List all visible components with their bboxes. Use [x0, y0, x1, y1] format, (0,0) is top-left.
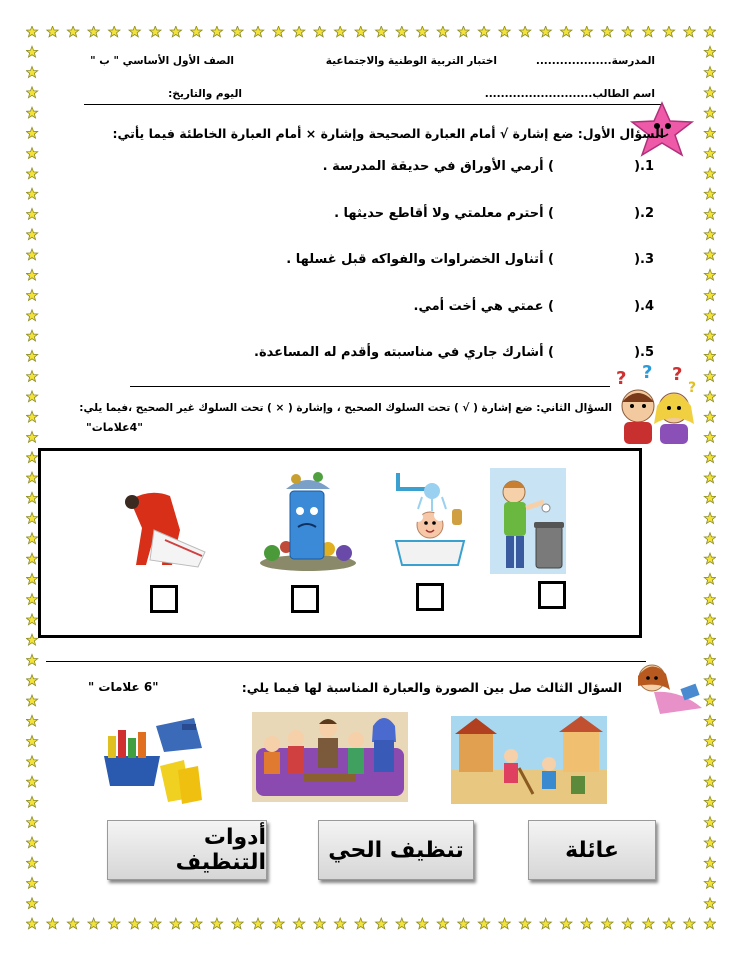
- border-star-icon: [26, 837, 37, 848]
- q1-item-text: ) أحترم معلمتي ولا أقاطع حديثها .: [334, 206, 554, 221]
- border-star-icon: [396, 918, 407, 929]
- border-star-icon: [150, 26, 161, 37]
- border-star-icon: [26, 756, 37, 767]
- border-star-icon: [293, 918, 304, 929]
- border-star-icon: [704, 472, 715, 483]
- border-star-icon: [67, 918, 78, 929]
- border-star-icon: [704, 817, 715, 828]
- border-star-icon: [704, 229, 715, 240]
- border-star-icon: [376, 26, 387, 37]
- border-star-icon: [26, 675, 37, 686]
- border-star-icon: [108, 26, 119, 37]
- border-star-icon: [540, 26, 551, 37]
- label-family[interactable]: [528, 820, 656, 880]
- border-star-icon: [499, 918, 510, 929]
- neighborhood-cleaning-image: [451, 716, 607, 804]
- border-star-icon: [643, 26, 654, 37]
- checkbox-overflowing-bin[interactable]: [291, 585, 319, 613]
- border-star-icon: [26, 431, 37, 442]
- border-star-icon: [334, 26, 345, 37]
- border-star-icon: [26, 148, 37, 159]
- border-star-icon: [129, 918, 140, 929]
- border-star-icon: [26, 918, 37, 929]
- border-star-icon: [26, 127, 37, 138]
- border-star-icon: [26, 614, 37, 625]
- border-star-icon: [26, 553, 37, 564]
- border-star-icon: [437, 918, 448, 929]
- label-family-text: عائلة: [565, 837, 619, 863]
- border-star-icon: [26, 898, 37, 909]
- border-star-icon: [704, 431, 715, 442]
- border-star-icon: [26, 249, 37, 260]
- day-date-field: اليوم والتاريخ:: [168, 88, 242, 100]
- cleaning-tools-image: [98, 712, 208, 807]
- svg-text:?: ?: [642, 362, 653, 383]
- border-star-icon: [314, 918, 325, 929]
- svg-text:?: ?: [688, 380, 697, 396]
- q1-item-text: ) أتناول الخضراوات والفواكه قبل غسلها .: [286, 252, 554, 267]
- border-star-icon: [26, 695, 37, 706]
- checkbox-picking-trash[interactable]: [150, 585, 178, 613]
- border-star-icon: [704, 411, 715, 422]
- q1-item-text: ) أشارك جاري في مناسبته وأقدم له المساعدة.: [254, 345, 554, 360]
- border-star-icon: [252, 918, 263, 929]
- border-star-icon: [26, 472, 37, 483]
- border-star-icon: [622, 26, 633, 37]
- header-divider: [84, 104, 662, 105]
- q3-marks: "6 علامات ": [88, 680, 159, 694]
- label-cleaning-tools[interactable]: [107, 820, 267, 880]
- reading-girl-icon: [630, 656, 712, 718]
- border-star-icon: [704, 290, 715, 301]
- border-star-icon: [26, 208, 37, 219]
- border-star-icon: [560, 918, 571, 929]
- border-star-icon: [643, 918, 654, 929]
- throwing-trash-boy-image: [490, 468, 566, 574]
- border-star-icon: [355, 26, 366, 37]
- border-star-icon: [663, 918, 674, 929]
- border-star-icon: [26, 188, 37, 199]
- q1-item-text: ) أرمي الأوراق في حديقة المدرسة .: [322, 159, 554, 174]
- border-star-icon: [704, 756, 715, 767]
- label-neighborhood-cleaning[interactable]: [318, 820, 474, 880]
- border-star-icon: [108, 918, 119, 929]
- border-star-icon: [704, 107, 715, 118]
- q1-item-5: [94, 345, 654, 367]
- border-star-icon: [26, 877, 37, 888]
- border-star-icon: [560, 26, 571, 37]
- exam-title: اختبار التربية الوطنية والاجتماعية: [325, 55, 497, 67]
- border-star-icon: [47, 26, 58, 37]
- border-star-icon: [704, 330, 715, 341]
- border-star-icon: [334, 918, 345, 929]
- border-star-icon: [704, 46, 715, 57]
- border-star-icon: [684, 918, 695, 929]
- confused-kids-icon: [608, 362, 704, 446]
- q2-title: السؤال الثاني: ضع إشارة ( √ ) تحت السلوك الصحيح ، وإشارة ( × ) تحت السلوك غير الصحيح ،فيما يلي:: [79, 402, 612, 414]
- border-star-icon: [273, 26, 284, 37]
- border-star-icon: [704, 67, 715, 78]
- q1-item-text: ) عمتي هي أخت أمي.: [413, 299, 554, 314]
- border-star-icon: [232, 918, 243, 929]
- border-star-icon: [704, 877, 715, 888]
- border-star-icon: [704, 87, 715, 98]
- border-star-icon: [458, 26, 469, 37]
- border-star-icon: [704, 553, 715, 564]
- q2-divider: [46, 661, 646, 662]
- border-star-icon: [519, 918, 530, 929]
- border-star-icon: [26, 492, 37, 503]
- border-star-icon: [191, 26, 202, 37]
- border-star-icon: [26, 371, 37, 382]
- checkbox-throwing-trash[interactable]: [538, 581, 566, 609]
- q1-item-number: 2.(: [634, 206, 654, 221]
- border-star-icon: [26, 573, 37, 584]
- q1-item-number: 4.(: [634, 299, 654, 314]
- label-cleaning-tools-text: أدوات التنظيف: [175, 825, 266, 875]
- school-field: المدرسة...................: [535, 55, 655, 67]
- border-star-icon: [519, 26, 530, 37]
- border-star-icon: [88, 918, 99, 929]
- border-star-icon: [26, 330, 37, 341]
- border-star-icon: [293, 26, 304, 37]
- border-star-icon: [704, 148, 715, 159]
- border-star-icon: [704, 350, 715, 361]
- border-star-icon: [704, 776, 715, 787]
- q1-divider: [130, 386, 610, 387]
- border-star-icon: [26, 46, 37, 57]
- border-star-icon: [26, 776, 37, 787]
- q1-item-number: 3.(: [634, 252, 654, 267]
- border-star-icon: [704, 573, 715, 584]
- border-star-icon: [499, 26, 510, 37]
- border-star-icon: [211, 918, 222, 929]
- border-star-icon: [170, 26, 181, 37]
- border-star-icon: [26, 594, 37, 605]
- border-star-icon: [704, 391, 715, 402]
- border-star-icon: [602, 26, 613, 37]
- q1-item-number: 1.(: [634, 159, 654, 174]
- border-star-icon: [704, 371, 715, 382]
- q3-title: السؤال الثالث صل بين الصورة والعبارة المناسبة لها فيما يلي:: [241, 680, 622, 695]
- border-star-icon: [26, 857, 37, 868]
- border-star-icon: [26, 87, 37, 98]
- border-star-icon: [622, 918, 633, 929]
- picking-trash-image: [110, 470, 220, 570]
- border-star-icon: [704, 249, 715, 260]
- border-star-icon: [26, 168, 37, 179]
- border-star-icon: [26, 715, 37, 726]
- border-star-icon: [26, 350, 37, 361]
- border-star-icon: [26, 817, 37, 828]
- label-neighborhood-cleaning-text: تنظيف الحي: [328, 837, 464, 863]
- border-star-icon: [26, 634, 37, 645]
- border-star-icon: [376, 918, 387, 929]
- border-star-icon: [191, 918, 202, 929]
- q1-item-number: 5.(: [634, 345, 654, 360]
- border-star-icon: [704, 857, 715, 868]
- border-star-icon: [26, 654, 37, 665]
- border-star-icon: [232, 26, 243, 37]
- family-image: [252, 712, 408, 802]
- overflowing-bin-image: [258, 467, 360, 573]
- border-star-icon: [684, 26, 695, 37]
- border-star-icon: [26, 736, 37, 747]
- svg-text:?: ?: [672, 364, 683, 385]
- border-star-icon: [47, 918, 58, 929]
- border-star-icon: [26, 310, 37, 321]
- border-star-icon: [26, 391, 37, 402]
- q2-marks: "4علامات": [86, 421, 143, 434]
- border-star-icon: [704, 918, 715, 929]
- border-star-icon: [437, 26, 448, 37]
- border-star-icon: [396, 26, 407, 37]
- border-star-icon: [26, 533, 37, 544]
- border-star-icon: [88, 26, 99, 37]
- border-star-icon: [170, 918, 181, 929]
- border-star-icon: [704, 898, 715, 909]
- grade-label: الصف الأول الأساسي " ب ": [90, 55, 234, 67]
- border-star-icon: [704, 269, 715, 280]
- border-star-icon: [704, 837, 715, 848]
- border-star-icon: [540, 918, 551, 929]
- q1-item-2: [94, 206, 654, 228]
- bathing-child-image: [388, 469, 470, 573]
- border-star-icon: [581, 26, 592, 37]
- border-star-icon: [417, 918, 428, 929]
- border-star-icon: [704, 127, 715, 138]
- border-star-icon: [704, 208, 715, 219]
- border-star-icon: [26, 67, 37, 78]
- border-star-icon: [704, 452, 715, 463]
- border-star-icon: [704, 796, 715, 807]
- q1-item-3: [94, 252, 654, 274]
- border-star-icon: [704, 168, 715, 179]
- border-star-icon: [355, 918, 366, 929]
- border-star-icon: [26, 269, 37, 280]
- border-star-icon: [417, 26, 428, 37]
- border-star-icon: [150, 918, 161, 929]
- border-star-icon: [704, 310, 715, 321]
- border-star-icon: [663, 26, 674, 37]
- border-star-icon: [704, 614, 715, 625]
- border-star-icon: [129, 26, 140, 37]
- q1-title: السؤال الأول: ضع إشارة √ أمام العبارة الصحيحة وإشارة × أمام العبارة الخاطئة فيما يأتي:: [112, 126, 664, 141]
- checkbox-bathing-child[interactable]: [416, 583, 444, 611]
- border-star-icon: [704, 492, 715, 503]
- q1-item-4: [94, 299, 654, 321]
- border-star-icon: [704, 736, 715, 747]
- border-star-icon: [67, 26, 78, 37]
- border-star-icon: [26, 513, 37, 524]
- border-star-icon: [704, 188, 715, 199]
- svg-text:?: ?: [616, 368, 627, 389]
- border-star-icon: [26, 452, 37, 463]
- border-star-icon: [26, 107, 37, 118]
- border-star-icon: [26, 290, 37, 301]
- border-star-icon: [273, 918, 284, 929]
- border-star-icon: [26, 411, 37, 422]
- student-name-field: اسم الطالب...........................: [484, 88, 655, 100]
- border-star-icon: [458, 918, 469, 929]
- border-star-icon: [252, 26, 263, 37]
- border-star-icon: [211, 26, 222, 37]
- border-star-icon: [704, 634, 715, 645]
- border-star-icon: [26, 796, 37, 807]
- border-star-icon: [704, 26, 715, 37]
- border-star-icon: [704, 513, 715, 524]
- border-star-icon: [704, 533, 715, 544]
- border-star-icon: [478, 918, 489, 929]
- border-star-icon: [26, 26, 37, 37]
- q1-item-1: [94, 159, 654, 181]
- border-star-icon: [314, 26, 325, 37]
- border-star-icon: [581, 918, 592, 929]
- border-star-icon: [602, 918, 613, 929]
- border-star-icon: [478, 26, 489, 37]
- border-star-icon: [704, 594, 715, 605]
- border-star-icon: [26, 229, 37, 240]
